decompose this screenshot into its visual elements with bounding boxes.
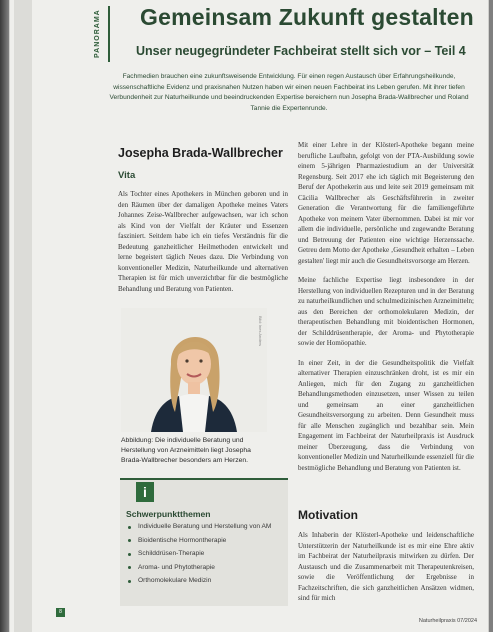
list-item: Schilddrüsen-Therapie (126, 549, 286, 559)
intro-paragraph: Fachmedien brauchen eine zukunftsweisende Entwicklung. Für einen regen Austausch über Erfahrungsheilkunde, wissenschaftliche Evidenz und praxisnahen Nutzen haben wir einen neuen Fachbeirat ins Leben gerufen. Mit ihrer tiefen Verbundenheit zur Naturheilkunde und beeindruckenden Expertise bereichern nun Josepha Brada-Wallbrecher und Roland Tannie die Expertenrunde. (109, 73, 469, 112)
subline: Unser neugegründeter Fachbeirat stellt sich vor – Teil 4 (136, 44, 466, 58)
list-item: Orthomolekulare Medizin (126, 576, 286, 586)
page-binding-shadow (0, 0, 10, 632)
left-column (118, 140, 288, 294)
right-paragraph-1: Mit einer Lehre in der Klösterl-Apotheke begann meine berufliche Laufbahn, gefolgt von der PTA-Ausbildung sowie einem 5-jährigen Pharmaziestudium an der Universität Regensburg. Seit 2017 ehe ich täglich mit Begeisterung den Beruf der Apothekerin aus und leite seit 2019 gemeinsam mit Cäcilia Wallbrecher als Geschäftsführerin in zweiter Generation die Verantwortung für die familiengeführte Apotheke von meinem Vater übernommen. Dabei ist mir vor allem die individuelle, persönliche und zugewandte Beratung und Betreuung der Patienten eine wichtige Herzenssache. Getreu dem Motto der Apotheke ‚Gesundheit erhalten – Leben gestalten' liegt mir auch die Gesundheitsvorsorge am Herzen. (298, 141, 474, 265)
bullet-icon (128, 539, 131, 542)
bullet-icon (128, 566, 131, 569)
vita-text: Als Tochter eines Apothekers in München geboren und in den Räumen über der damaligen Apotheke meines Vaters Johannes Zeise-Wallbrecher aufgewachsen, war ich schon als Kind von der Vielfalt der Kräuter und Essenzen fasziniert. Seitdem habe ich ein tiefes Verständnis für die Bedeutung ganzheitlicher Heilmethoden entwickelt und lerne begeistert täglich Neues dazu. Die Verbindung von konventioneller Medizin, Naturheilkunde und alternativen Therapien ist für mich unverzichtbar für die bestmögliche Behandlung und Beratung von Patienten. (118, 190, 288, 293)
bullet-icon (128, 580, 131, 583)
headline: Gemeinsam Zukunft gestalten (140, 4, 474, 30)
bullet-icon (128, 526, 131, 529)
info-box-title: Schwerpunktthemen (126, 509, 211, 519)
side-strip (14, 0, 32, 632)
list-item: Individuelle Beratung und Herstellung von AM (126, 522, 286, 532)
page-number: 8 (56, 608, 65, 617)
footer-issue: Naturheilpraxis 07/2024 (418, 618, 477, 624)
right-paragraph-3: In einer Zeit, in der die Gesundheitspolitik die Vielfalt alternativer Therapien einzuschränken droht, ist es mir ein Anliegen, mich für den Zugang zu ganzheitlichen Behandlungsmethoden einzusetzen, unser Wissen zu teilen und gemeinsam an einer ganzheitlichen Gesundheitsversorgung zu arbeiten. Denn Gesundheit muss für alle Menschen zugänglich und bezahlbar sein. Mein Engagement im Fachbeirat der Naturheilpraxis ist Ausdruck meiner Überzeugung, dass die Verbindung von konventioneller Medizin und Naturheilkunde essenziell für die bestmögliche Behandlung und Beratung von Patienten ist. (298, 358, 474, 472)
portrait-photo (121, 308, 267, 432)
right-paragraph-2: Meine fachliche Expertise liegt insbesondere in der Herstellung von individuellen Rezepturen und in der Beratung zu naturheilkundlichen und schulmedizinischen Arzneimitteln; aus den Bereichen der orthomolekularen Medizin, der therapeutischen Behandlung mit bioidentischen Hormonen, der Schilddrüsentherapie, der Aroma- und Phytotherapie sowie der Homöopathie. (298, 276, 474, 347)
photo-caption: Abbildung: Die individuelle Beratung und Herstellung von Arzneimitteln liegt Josepha Brada-Wallbrecher besonders am Herzen. (121, 437, 251, 464)
person-name: Josepha Brada-Wallbrecher (118, 146, 283, 160)
vita-heading: Vita (118, 170, 136, 181)
section-label: PANORAMA (94, 9, 101, 59)
motivation-heading: Motivation (298, 508, 358, 522)
portrait-illustration (121, 308, 267, 432)
list-item: Aroma- und Phytotherapie (126, 563, 286, 573)
right-column (298, 140, 474, 473)
info-icon: i (136, 482, 154, 502)
info-box-list (126, 522, 286, 590)
list-item: Bioidentische Hormontherapie (126, 536, 286, 546)
motivation-text: Als Inhaberin der Klösterl-Apotheke und leidenschaftliche Unterstützerin der Naturheilkunde ist es mir eine Ehre aktiv im Fachbeirat der Naturheilpraxis mitwirken zu dürfen. Der Austausch und die Zusammenarbeit mit Therapeutenkreisen, sowie die Veröffentlichung der Ergebnisse in Fachzeitschriften, die sich ganzheitlichen Ansätzen widmen, sind für mich (298, 531, 474, 602)
photo-credit: Bild: Ines Anders (258, 316, 263, 347)
bullet-icon (128, 553, 131, 556)
section-divider (108, 6, 110, 62)
